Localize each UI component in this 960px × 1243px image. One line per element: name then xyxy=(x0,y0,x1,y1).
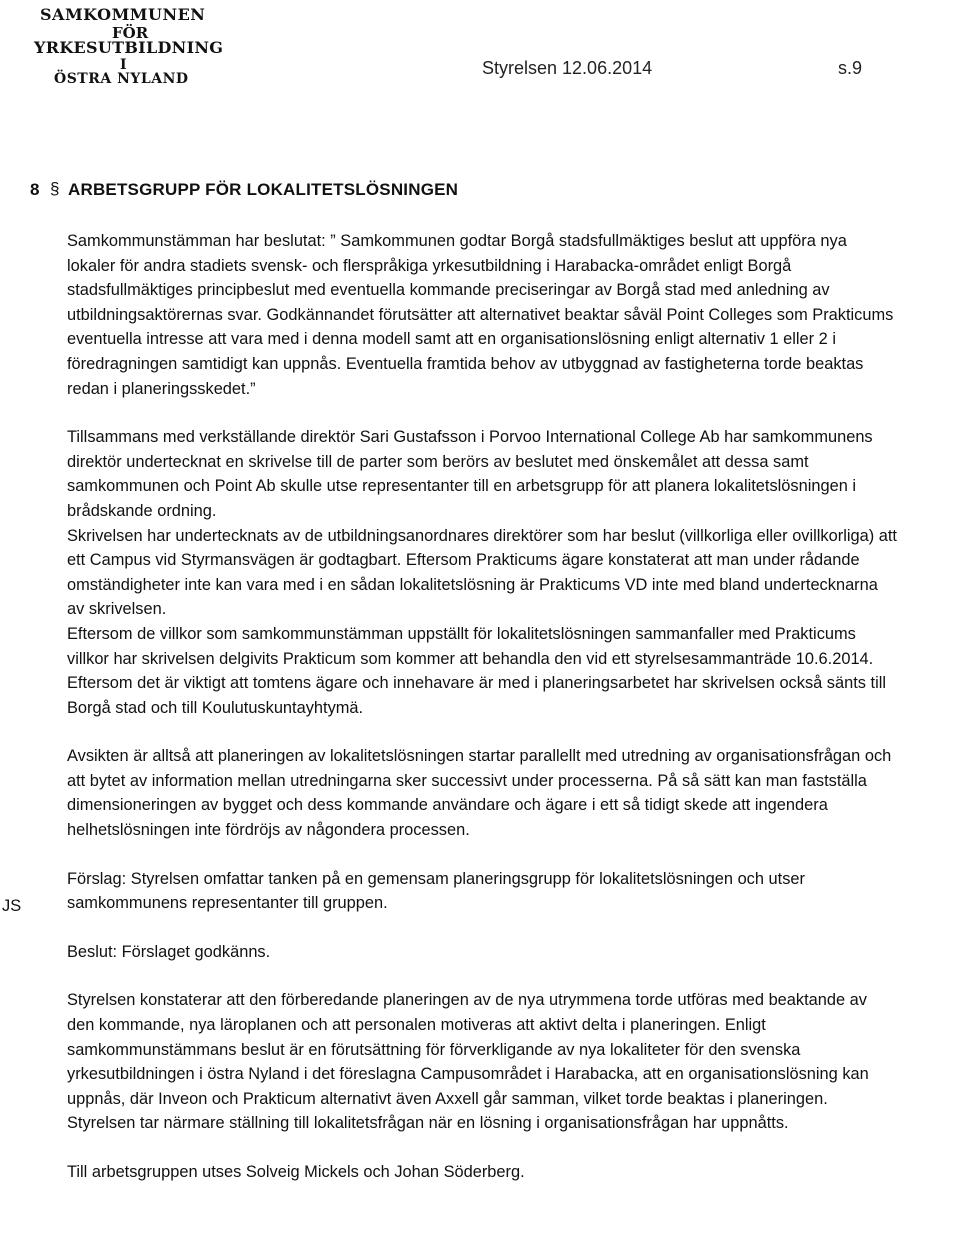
section-symbol: § xyxy=(50,179,60,198)
meeting-date: Styrelsen 12.06.2014 xyxy=(482,58,653,78)
section-title: ARBETSGRUPP FÖR LOKALITETSLÖSNINGEN xyxy=(68,180,459,199)
paragraph-letter: Tillsammans med verkställande direktör Sari Gustafsson i Porvoo International College Ab har samkommunens direktör undertecknat en skrivelse till de parter som berörs av beslutet med önskemålet att dessa samt samkommunen och Point Ab skulle utse representanter till en arbetsgrupp för att planera lokalitetslösningen i brådskande ordning. xyxy=(67,428,873,520)
presenter-initials: JS xyxy=(2,897,22,915)
logo-line-2: FÖR xyxy=(112,24,149,42)
page-number: s.9 xyxy=(838,58,863,78)
paragraph-board-note: Styrelsen konstaterar att den förberedande planeringen av de nya utrymmena torde utföras med beaktande av den kommande, nya läroplanen och att personalen motiveras att aktivt delta i planeringen. Enligt samkommunstämmans beslut är en förutsättning för förverkligande av nya lokaliteter för den svenska yrkesutbildningen i östra Nyland i det föreslagna Campusområdet i Harabacka, att en organisationslösning kan uppnås, där Inveon och Prakticum alternativt även Axxell går samman, vilket torde beaktas i planeringen. Styrelsen tar närmare ställning till lokalitetsfrågan när en lösning i organisationsfrågan har uppnåtts. xyxy=(67,991,869,1133)
paragraph-appointees: Till arbetsgruppen utses Solveig Mickels och Johan Söderberg. xyxy=(67,1163,525,1181)
paragraph-city: Eftersom det är viktigt att tomtens ägare och innehavare är med i planeringsarbetet har skrivelsen också sänts till Borgå stad och till Koulutuskuntayhtymä. xyxy=(67,674,887,717)
paragraph-signatories: Skrivelsen har undertecknats av de utbildningsanordnares direktörer som har beslut (villkorliga eller ovillkorliga) att ett Campus vid Styrmansvägen är godtagbart. Eftersom Prakticums ägare konstaterat att man under rådande omständigheter inte kan vara med i en sådan lokalitetslösning är Prakticums VD inte med bland undertecknarna av skrivelsen. xyxy=(67,526,897,619)
logo-line-1: SAMKOMMUNEN xyxy=(40,5,206,24)
logo-line-5: ÖSTRA NYLAND xyxy=(54,71,189,87)
paragraph-background: Samkommunstämman har beslutat: ” Samkommunen godtar Borgå stadsfullmäktiges beslut att uppföra nya lokaler för andra stadiets svensk- och flerspråkiga yrkesutbildning i Harabacka-området enligt Borgå stadsfullmäktiges principbeslut med eventuella kommande preciseringar av Borgå stad med anledning av utbildningsaktörernas svar. Godkännandet förutsätter att alternativet beaktar såväl Point Colleges som Prakticums eventuella intresse att vara med i denna modell samt att en organisationslösning enligt alternativ 1 eller 2 i föredragningen samtidigt kan uppnås. Eventuella framtida behov av utbyggnad av fastigheterna torde beaktas redan i planeringsskedet.” xyxy=(67,232,894,398)
paragraph-decision: Beslut: Förslaget godkänns. xyxy=(67,942,271,961)
paragraph-prakticum: Eftersom de villkor som samkommunstämman uppställt för lokalitetslösningen sammanfaller med Prakticums villkor har skrivelsen delgivits Prakticum som kommer att behandla den vid ett styrelsesammanträde 10.6.2014. xyxy=(67,624,874,668)
logo-line-3: YRKESUTBILDNING xyxy=(34,38,224,57)
logo-line-4: I xyxy=(120,57,127,73)
document-body xyxy=(67,229,897,1185)
paragraph-purpose: Avsikten är alltså att planeringen av lokalitetslösningen startar parallellt med utredning av organisationsfrågan och att bytet av information mellan utredningarna sker successivt under processerna. På så sätt kan man fastställa dimensioneringen av bygget och dess kommande användare och ägare i ett så tidigt skede att ingendera helhetslösningen inte fördröjs av någondera processen. xyxy=(67,747,892,840)
section-number: 8 xyxy=(30,180,40,199)
paragraph-proposal: Förslag: Styrelsen omfattar tanken på en gemensam planeringsgrupp för lokalitetslösningen och utser samkommunens representanter till gruppen. xyxy=(67,869,805,913)
